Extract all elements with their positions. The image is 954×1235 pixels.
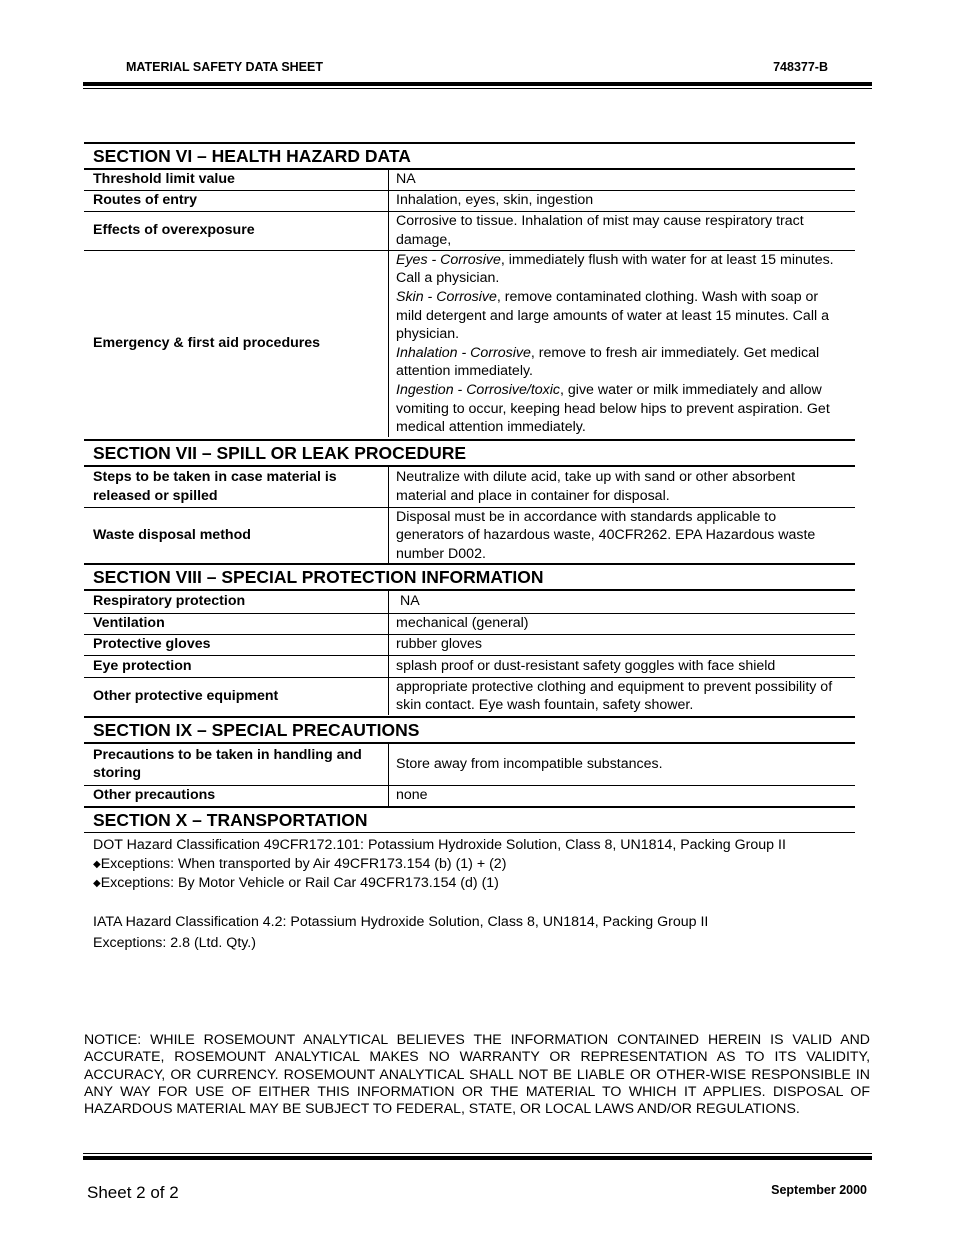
skin-heading: Skin - Corrosive [396,288,497,305]
section-special-protection [84,563,855,715]
table-row [84,211,855,250]
exception-motor-text: Exceptions: By Motor Vehicle or Rail Car 49CFR173.154 (d) (1) [100,875,499,892]
inhalation-text: , remove to fresh air immediately. Get medical attention immediately. [396,344,820,380]
inhalation-heading: Inhalation - Corrosive [396,344,531,361]
row-value: Inhalation, eyes, skin, ingestion [389,190,856,211]
section-spill-leak [84,439,855,564]
skin-procedure [396,288,847,344]
row-value: Store away from incompatible substances. [389,744,856,785]
row-value: appropriate protective clothing and equipment to prevent possibility of skin contact. Eye wash fountain, safety shower. [396,678,833,714]
row-value: Neutralize with dilute acid, take up with sand or other absorbent material and place in container for disposal. [389,467,856,507]
eyes-heading: Eyes - Corrosive [396,251,501,268]
page-header [126,60,828,78]
row-label: Ventilation [84,613,389,634]
table-row [84,613,855,634]
iata-exceptions: Exceptions: 2.8 (Ltd. Qty.) [93,935,256,952]
row-value: splash proof or dust-resistant safety goggles with face shield [389,655,856,677]
row-value: NA [389,591,856,613]
health-hazard-table [84,170,855,437]
table-row [84,655,855,677]
table-row [84,677,855,715]
row-value: mechanical (general) [389,613,856,634]
ingestion-heading: Ingestion - Corrosive/toxic [396,381,561,398]
section-title: SECTION VI – HEALTH HAZARD DATA [84,142,855,170]
transportation-body [84,836,855,953]
section-title: SECTION VIII – SPECIAL PROTECTION INFORMATION [84,563,855,591]
table-row [84,744,855,785]
exception-air-text: Exceptions: When transported by Air 49CFR173.154 (b) (1) + (2) [100,855,507,872]
table-row [84,250,855,437]
first-aid-procedures [389,250,856,437]
row-label: Effects of overexposure [84,211,389,250]
header-rule-thin [83,88,872,89]
sheet-number: Sheet 2 of 2 [87,1183,179,1202]
row-label: Waste disposal method [84,507,389,564]
row-value: Disposal must be in accordance with standards applicable to generators of hazardous waste, 40CFR262. EPA Hazardous waste number D002. [396,508,816,563]
section-title: SECTION X – TRANSPORTATION [84,806,855,833]
row-label: Emergency & first aid procedures [84,250,389,437]
row-label: Protective gloves [84,634,389,655]
row-value: none [396,787,428,804]
row-label: Other precautions [84,785,389,806]
row-value: rubber gloves [389,634,856,655]
header-rule-thick [83,82,872,86]
skin-text: , remove contaminated clothing. Wash with soap or mild detergent and large amounts of water at least 15 minutes. Call a physician. [396,288,829,343]
exception-motor [84,874,855,894]
table-row [84,170,855,190]
row-label: Eye protection [84,655,389,677]
row-value: NA [389,170,856,190]
table-row [84,190,855,211]
row-label: Other protective equipment [84,677,389,715]
table-row [84,507,855,564]
footer-rule-thin [83,1153,872,1154]
table-row [84,785,855,806]
row-label: Respiratory protection [84,591,389,613]
legal-notice: NOTICE: WHILE ROSEMOUNT ANALYTICAL BELIEVES THE INFORMATION CONTAINED HEREIN IS VALID AND ACCURATE, ROSEMOUNT ANALYTICAL MAKES NO WARRANTY OR REPRESENTATION AS TO ITS VALIDITY, ACCURACY, OR CURRENCY. ROSEMOUNT ANALYTICAL SHALL NOT BE LIABLE OR OTHER-WISE RESPONSIBLE IN ANY WAY FOR USE OF EITHER THIS INFORMATION OR THE MATERIAL TO WHICH IT APPLIES. DISPOSAL OF HAZARDOUS MATERIAL MAY BE SUBJECT TO FEDERAL, STATE, OR LOCAL LAWS AND/OR REGULATIONS. [84,1031,870,1117]
row-label: Routes of entry [84,190,389,211]
eyes-text: , immediately flush with water for at least 15 minutes. Call a physician. [396,251,834,287]
section-special-precautions [84,716,855,806]
ingestion-procedure [396,381,847,437]
section-transportation [84,806,855,833]
iata-classification: IATA Hazard Classification 4.2: Potassium Hydroxide Solution, Class 8, UN1814, Packing Group II [93,913,709,930]
section-health-hazard [84,142,855,437]
dot-classification: DOT Hazard Classification 49CFR172.101: Potassium Hydroxide Solution, Class 8, UN1814, Packing Group II [93,837,786,853]
row-label: Precautions to be taken in handling and storing [84,744,389,785]
footer-date: September 2000 [771,1183,867,1197]
eyes-procedure [396,251,847,288]
row-label: Threshold limit value [84,170,389,190]
diamond-bullet-icon: ◆ [93,858,101,870]
document-title: MATERIAL SAFETY DATA SHEET [126,60,323,74]
section-title: SECTION VII – SPILL OR LEAK PROCEDURE [84,439,855,467]
exception-air [84,855,855,875]
section-title: SECTION IX – SPECIAL PRECAUTIONS [84,716,855,744]
spill-leak-table [84,467,855,564]
row-value: Corrosive to tissue. Inhalation of mist may cause respiratory tract damage, [389,211,856,250]
ingestion-text: , give water or milk immediately and allow vomiting to occur, keeping head below hips to prevent aspiration. Get medical attention immediately. [396,381,830,436]
protection-table [84,591,855,715]
footer-rule-thick [83,1156,872,1160]
table-row [84,591,855,613]
precautions-table [84,744,855,806]
row-label: Steps to be taken in case material is released or spilled [84,467,389,507]
table-row [84,467,855,507]
table-row [84,634,855,655]
document-number: 748377-B [773,60,828,74]
diamond-bullet-icon: ◆ [93,878,101,890]
inhalation-procedure [396,344,847,381]
